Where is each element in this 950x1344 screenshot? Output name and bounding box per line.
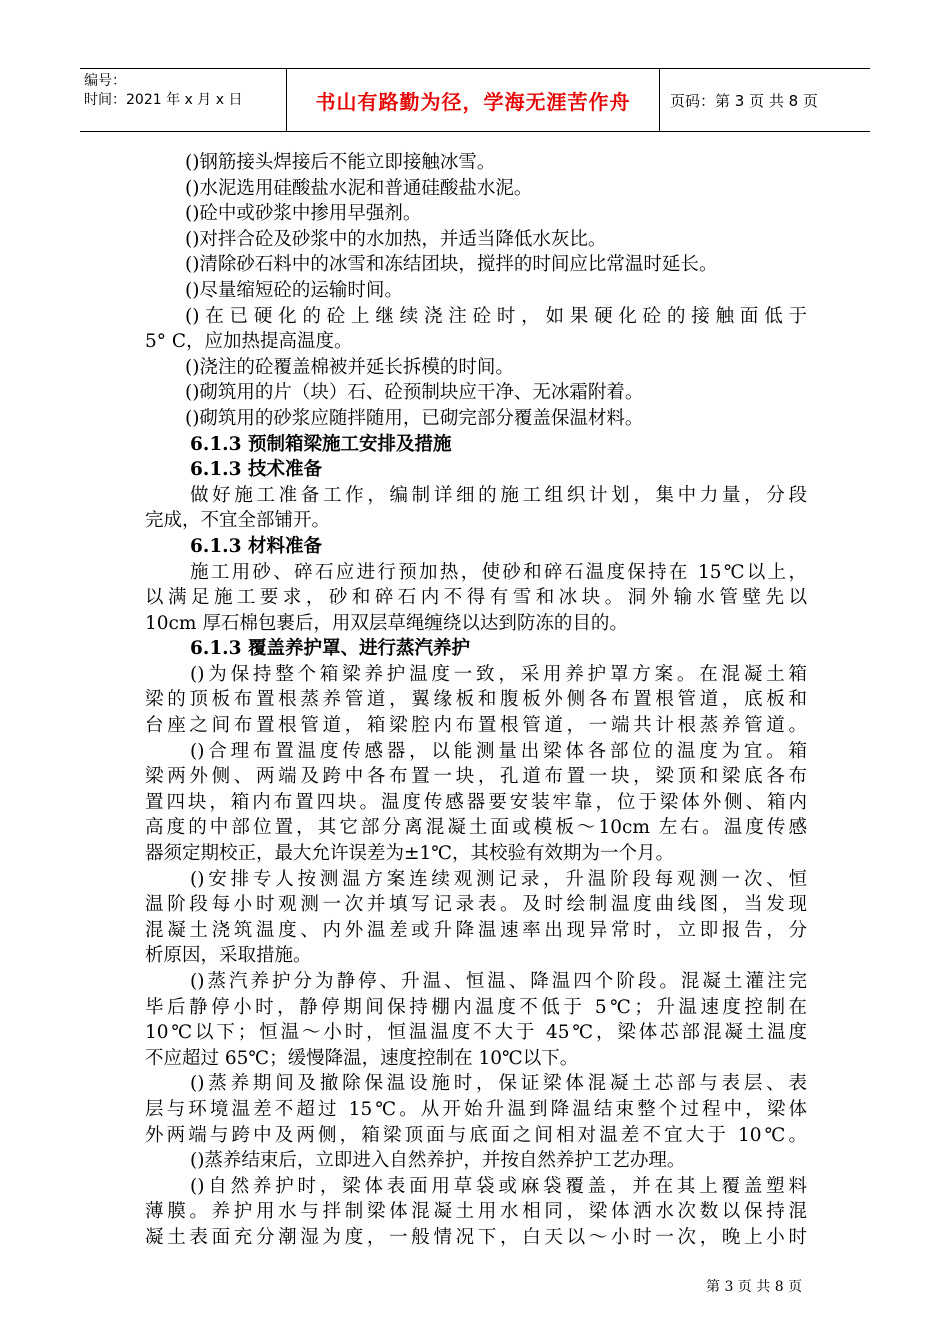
- list-item: ()砼中或砂浆中掺用早强剂。: [185, 203, 422, 225]
- paragraph-line: 置四块，箱内布置四块。温度传感器要安装牢靠，位于梁体外侧、箱内: [145, 791, 807, 813]
- list-item: ()浇注的砼覆盖棉被并延长拆模的时间。: [185, 356, 514, 378]
- section-heading: 6.1.3 材料准备: [190, 535, 322, 557]
- header-page-number: 页码：第 3 页 共 8 页: [670, 91, 818, 110]
- paragraph-line: 10cm 厚石棉包裹后，用双层草绳缠绕以达到防冻的目的。: [145, 612, 628, 634]
- list-item: ()水泥选用硅酸盐水泥和普通硅酸盐水泥。: [185, 177, 533, 199]
- document-date: 时间：2021 年 x 月 x 日: [84, 92, 243, 108]
- paragraph-line: 梁的顶板布置根蒸养管道，翼缘板和腹板外侧各布置根管道，底板和: [145, 689, 807, 711]
- paragraph-line: 不应超过 65℃；缓慢降温，速度控制在 10℃以下。: [145, 1047, 579, 1069]
- paragraph-line: 温阶段每小时观测一次并填写记录表。及时绘制温度曲线图，当发现: [145, 894, 807, 916]
- paragraph-line: 外两端与跨中及两侧，箱梁顶面与底面之间相对温差不宜大于 10℃。: [145, 1124, 807, 1146]
- paragraph-line: 析原因，采取措施。: [145, 945, 312, 967]
- paragraph-line: 10℃以下；恒温～小时，恒温温度不大于 45℃，梁体芯部混凝土温度: [145, 1022, 807, 1044]
- list-item: ()对拌合砼及砂浆中的水加热，并适当降低水灰比。: [185, 228, 607, 250]
- header-motto: 书山有路勤为径，学海无涯苦作舟: [286, 69, 660, 131]
- list-item: ()在已硬化的砼上继续浇注砼时，如果硬化砼的接触面低于: [185, 305, 807, 327]
- paragraph-line: 施工用砂、碎石应进行预加热，使砂和碎石温度保持在 15℃以上，: [190, 561, 807, 583]
- page-footer: 第 3 页 共 8 页: [706, 1279, 803, 1295]
- paragraph-line: 器须定期校正，最大允许误差为±1℃，其校验有效期为一个月。: [145, 843, 674, 865]
- paragraph-line: 凝土表面充分潮湿为度，一般情况下，白天以～小时一次，晚上小时: [145, 1226, 807, 1248]
- section-heading: 6.1.3 技术准备: [190, 459, 322, 481]
- paragraph-line: ()蒸汽养护分为静停、升温、恒温、降温四个阶段。混凝土灌注完: [190, 971, 807, 992]
- paragraph-line: 做好施工准备工作，编制详细的施工组织计划，集中力量，分段: [190, 484, 807, 506]
- paragraph-line: ()为保持整个箱梁养护温度一致，采用养护罩方案。在混凝土箱: [190, 663, 807, 685]
- paragraph-line: ()蒸养结束后，立即进入自然养护，并按自然养护工艺办理。: [190, 1150, 686, 1172]
- header-meta: [80, 69, 286, 131]
- list-item: ()钢筋接头焊接后不能立即接触冰雪。: [185, 152, 496, 173]
- list-item: ()尽量缩短砼的运输时间。: [185, 279, 403, 301]
- paragraph-line: 层与环境温差不超过 15℃。从开始升温到降温结束整个过程中，梁体: [145, 1098, 807, 1120]
- paragraph-line: 以满足施工要求，砂和碎石内不得有雪和冰块。洞外输水管壁先以: [145, 587, 807, 609]
- list-item: ()砌筑用的片（块）石、砼预制块应干净、无冰霜附着。: [185, 382, 644, 404]
- paragraph-line: 薄膜。养护用水与拌制梁体混凝土用水相同，梁体洒水次数以保持混: [145, 1201, 807, 1223]
- paragraph-line: 完成，不宜全部铺开。: [145, 510, 331, 532]
- paragraph-line: ()安排专人按测温方案连续观测记录，升温阶段每观测一次、恒: [190, 868, 807, 890]
- page-header: [80, 68, 870, 132]
- paragraph-line: 混凝土浇筑温度、内外温差或升降温速率出现异常时，立即报告，分: [145, 919, 807, 941]
- list-item-continuation: 5° C，应加热提高温度。: [145, 331, 353, 353]
- document-number: 编号：: [84, 73, 126, 89]
- paragraph-line: ()合理布置温度传感器，以能测量出梁体各部位的温度为宜。箱: [190, 740, 807, 762]
- section-heading: 6.1.3 预制箱梁施工安排及措施: [190, 433, 452, 455]
- paragraph-line: 台座之间布置根管道，箱梁腔内布置根管道，一端共计根蒸养管道。: [145, 715, 807, 737]
- paragraph-line: 毕后静停小时，静停期间保持棚内温度不低于 5℃；升温速度控制在: [145, 996, 807, 1018]
- section-heading: 6.1.3 覆盖养护罩、进行蒸汽养护: [190, 638, 470, 660]
- paragraph-line: 高度的中部位置，其它部分离混凝土面或模板～10cm 左右。温度传感: [145, 817, 807, 839]
- paragraph-line: ()蒸养期间及撤除保温设施时，保证梁体混凝土芯部与表层、表: [190, 1073, 807, 1095]
- list-item: ()清除砂石料中的冰雪和冻结团块，搅拌的时间应比常温时延长。: [185, 254, 718, 276]
- paragraph-line: 梁两外侧、两端及跨中各布置一块，孔道布置一块，梁顶和梁底各布: [145, 766, 807, 788]
- list-item: ()砌筑用的砂浆应随拌随用，已砌完部分覆盖保温材料。: [185, 407, 644, 429]
- paragraph-line: ()自然养护时，梁体表面用草袋或麻袋覆盖，并在其上覆盖塑料: [190, 1175, 807, 1197]
- document-body: [145, 150, 807, 1251]
